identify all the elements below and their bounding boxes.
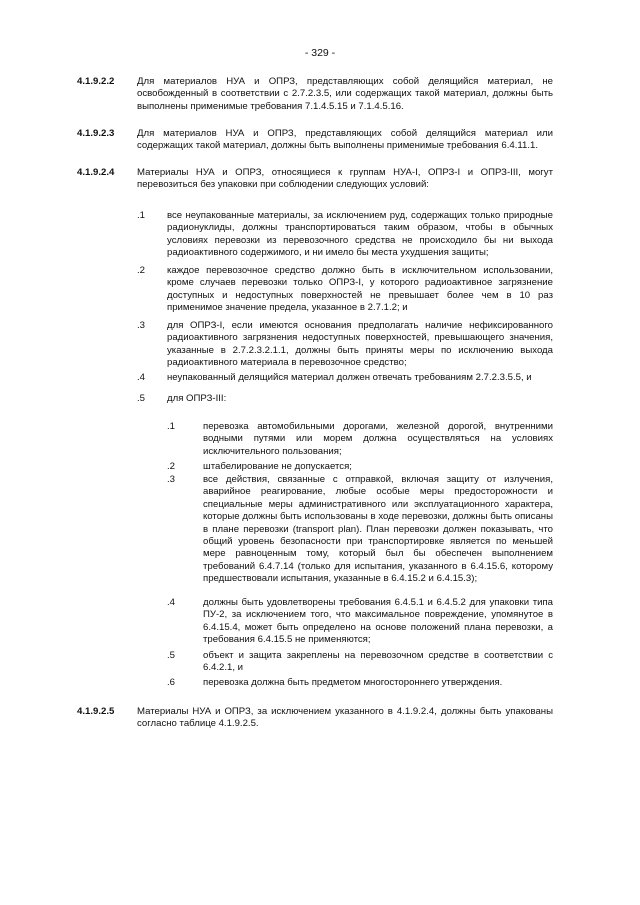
list-item-label: .3	[137, 320, 146, 331]
section-number: 4.1.9.2.5	[77, 706, 115, 717]
sub-list-item	[167, 474, 553, 586]
section-number: 4.1.9.2.4	[77, 167, 115, 178]
sub-list-item	[167, 650, 553, 675]
list-item-text: неупакованный делящийся материал должен отвечать требованиям 2.7.2.3.5.5, и	[167, 372, 532, 383]
section-4-1-9-2-4	[77, 167, 553, 192]
section-text: Материалы НУА и ОПРЗ, за исключением указанного в 4.1.9.2.4, должны быть упакованы согласно таблице 4.1.9.2.5.	[137, 706, 553, 730]
list-item	[137, 320, 553, 370]
section-text: Для материалов НУА и ОПРЗ, представляющих собой делящийся материал или содержащих такой материал, должны быть выполнены применимые требования 6.4.11.1.	[137, 128, 553, 152]
sub-list-item-label: .1	[167, 421, 176, 432]
sub-list-item-text: штабелирование не допускается;	[203, 461, 352, 472]
list-item	[137, 393, 553, 405]
sub-list-item-text: объект и защита закреплены на перевозочном средстве в соответствии с 6.4.2.1, и	[203, 650, 553, 674]
page-number: - 329 -	[304, 47, 336, 59]
list-item	[137, 210, 553, 260]
sub-list-item-label: .4	[167, 597, 176, 608]
sub-list-item	[167, 461, 553, 473]
sub-list-item-label: .2	[167, 461, 176, 472]
sub-list-item-label: .3	[167, 474, 176, 485]
sub-list-item-label: .6	[167, 677, 176, 688]
sub-list-item-text: должны быть удовлетворены требования 6.4.5.1 и 6.4.5.2 для упаковки типа ПУ-2, за исключением того, что максимальное повреждение, упомянутое в 6.4.15.4, может быть определено на основе положений плана перевозки, а требования 6.4.15.5 не применяются;	[203, 597, 553, 646]
list-item	[137, 372, 553, 384]
section-4-1-9-2-2	[77, 76, 553, 113]
section-number: 4.1.9.2.2	[77, 76, 115, 87]
sub-list-item	[167, 597, 553, 647]
list-item-label: .4	[137, 372, 146, 383]
sub-list-item-text: перевозка должна быть предметом многостороннего утверждения.	[203, 677, 503, 688]
list-item	[137, 265, 553, 315]
section-number: 4.1.9.2.3	[77, 128, 115, 139]
list-item-text: для ОПРЗ-I, если имеются основания предполагать наличие нефиксированного радиоактивного загрязнения недоступных поверхностей, превышающего значения, указанные в 2.7.2.3.2.1.1, должны быть приняты меры по исключению выхода радиоактивного материала в перевозочное средство;	[167, 320, 553, 369]
sub-list-item-text: перевозка автомобильными дорогами, железной дорогой, внутренними водными путями или морем должна осуществляться на условиях исключительного пользования;	[203, 421, 553, 457]
section-4-1-9-2-5	[77, 706, 553, 731]
list-item-text: все неупакованные материалы, за исключением руд, содержащих только природные радионуклиды, должны транспортироваться таким образом, чтобы в обычных условиях перевозки из перевозочного средства не происходило бы ни выхода радиоактивного содержимого, и ни имело бы места ухудшения защиты;	[167, 210, 553, 259]
list-item-text: для ОПРЗ-III:	[167, 393, 227, 404]
sub-list-item	[167, 677, 553, 689]
list-item-text: каждое перевозочное средство должно быть в исключительном использовании, кроме случаев перевозки только ОПРЗ-I, у которого радиоактивное загрязнение доступных и недоступных поверхностей не превышает более чем в 10 раз применимое значение предела, указанное в 2.7.1.2; и	[167, 265, 553, 314]
list-item-label: .2	[137, 265, 146, 276]
list-item-label: .1	[137, 210, 146, 221]
section-4-1-9-2-3	[77, 128, 553, 153]
sub-list-item-label: .5	[167, 650, 176, 661]
list-item-label: .5	[137, 393, 146, 404]
section-text: Для материалов НУА и ОПРЗ, представляющих собой делящийся материал, не освобожденный в соответствии с 2.7.2.3.5, или содержащих такой материал, должны быть выполнены применимые требования 7.1.4.5.15 и 7.1.4.5.16.	[137, 76, 553, 112]
sub-list-item	[167, 421, 553, 458]
sub-list-item-text: все действия, связанные с отправкой, включая защиту от излучения, аварийное реагирование, любые особые меры предосторожности и специальные меры административного или эксплуатационного характера, которые должны быть использованы в ходе перевозки, должны быть описаны в плане перевозки (transport plan). План перевозки должен показывать, что общий уровень безопасности при транспортировке является по меньшей мере равноценным тому, который был бы обеспечен выполнением требований 6.4.7.14 (только для испытания, указанного в 6.4.15.6, которому предшествовали испытания, указанные в 6.4.15.2 и 6.4.15.3);	[203, 474, 553, 585]
section-text: Материалы НУА и ОПРЗ, относящиеся к группам НУА-I, ОПРЗ-I и ОПРЗ-III, могут перевозиться без упаковки при соблюдении следующих условий:	[137, 167, 553, 191]
